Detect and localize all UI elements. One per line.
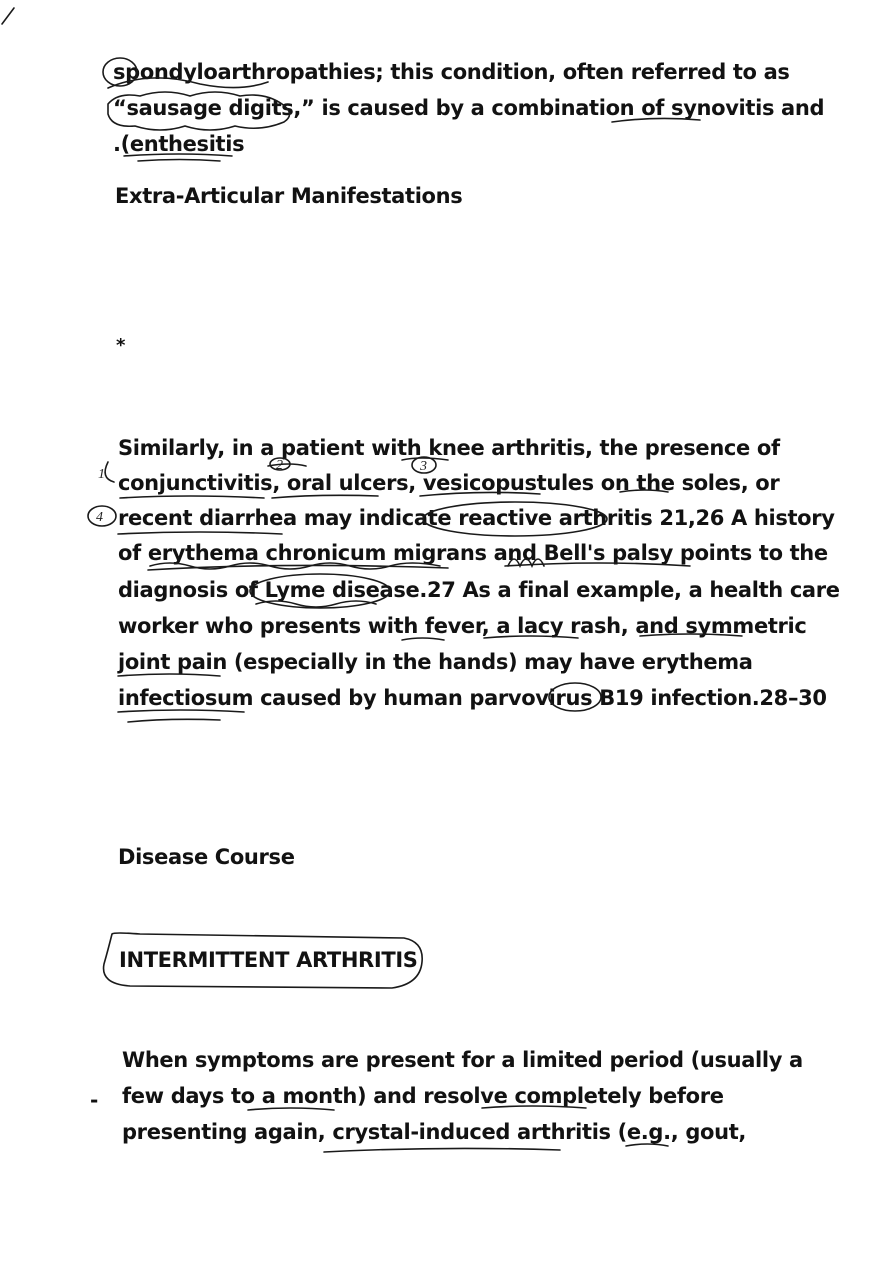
- margin-number-2: 2: [276, 458, 283, 473]
- heading-disease-course: Disease Course: [118, 845, 295, 869]
- margin-number-1: 1: [98, 467, 105, 482]
- final-line-2: few days to a month) and resolve completely before: [122, 1084, 724, 1108]
- corner-pen-mark: [2, 8, 14, 24]
- para-line-3: recent diarrhea may indicate reactive arthritis 21,26 A history: [118, 506, 835, 530]
- underline-gout: [626, 1144, 668, 1146]
- para-line-7: joint pain (especially in the hands) may have erythema: [118, 650, 753, 674]
- underline-fever: [402, 638, 444, 640]
- para-line-1: Similarly, in a patient with knee arthritis, the presence of: [118, 436, 780, 460]
- intro-line-3: .(enthesitis: [113, 132, 245, 156]
- underline-infectiosum: [118, 710, 244, 712]
- underline-joint-pain: [118, 674, 220, 676]
- underline-a-month: [248, 1108, 334, 1110]
- para-line-8: infectiosum caused by human parvovirus B19 infection.28–30: [118, 686, 827, 710]
- underline-recent-diarrhea: [118, 532, 282, 534]
- asterisk-mark: *: [116, 335, 126, 356]
- heading-extra-articular: Extra-Articular Manifestations: [115, 184, 463, 208]
- para-line-4: of erythema chronicum migrans and Bell's palsy points to the: [118, 541, 828, 565]
- para-line-6: worker who presents with fever, a lacy rash, and symmetric: [118, 614, 807, 638]
- circle-margin-1: [105, 462, 114, 482]
- intro-line-1: spondyloarthropathies; this condition, often referred to as: [113, 60, 790, 84]
- intro-line-2: “sausage digits,” is caused by a combination of synovitis and: [113, 96, 825, 120]
- underline-patient: [268, 464, 306, 466]
- margin-number-4: 4: [96, 510, 103, 525]
- final-line-1: When symptoms are present for a limited period (usually a: [122, 1048, 803, 1072]
- para-line-2: conjunctivitis, oral ulcers, vesicopustules on the soles, or: [118, 471, 780, 495]
- final-line-3: presenting again, crystal-induced arthritis (e.g., gout,: [122, 1120, 747, 1144]
- underline-infectiosum-2: [128, 719, 220, 722]
- heading-intermittent-arthritis: INTERMITTENT ARTHRITIS: [119, 948, 418, 972]
- circle-margin-4: [88, 506, 116, 526]
- margin-number-3: 3: [420, 459, 427, 474]
- para-line-5: diagnosis of Lyme disease.27 As a final example, a health care: [118, 578, 840, 602]
- margin-dash-mark: -: [90, 1088, 99, 1112]
- underline-oral-ulcers: [272, 495, 378, 498]
- underline-conjunctivitis: [120, 496, 264, 498]
- underline-crystal-induced: [324, 1148, 560, 1152]
- underline-erythema-chronicum: [148, 565, 448, 570]
- underline-enthesitis-2: [138, 160, 220, 162]
